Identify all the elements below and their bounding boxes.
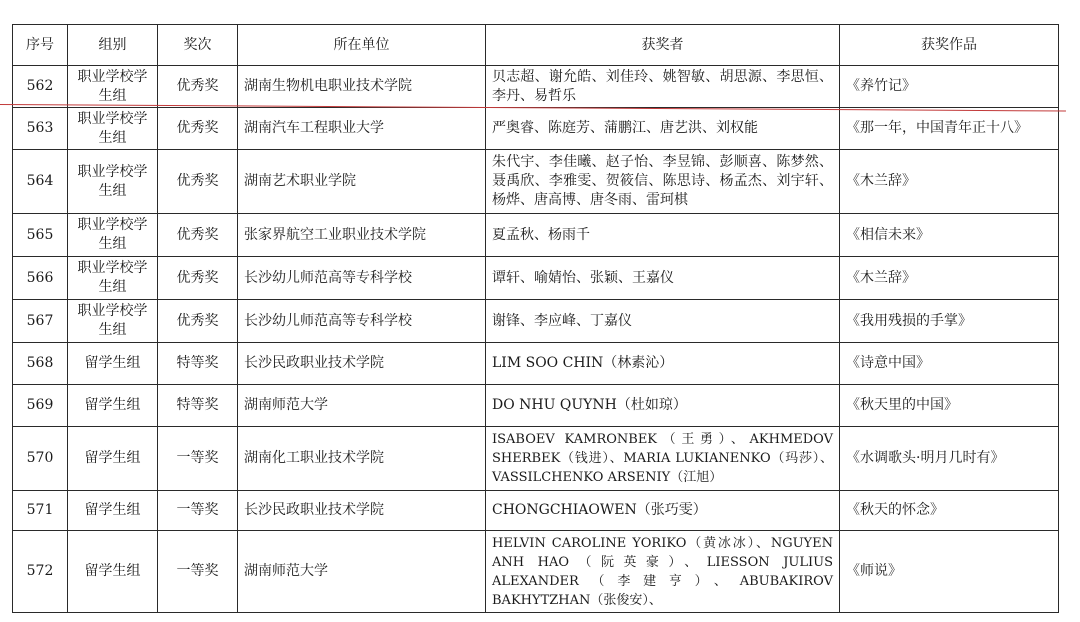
table-row (13, 214, 1059, 257)
row-winners: 谭轩、喻婧怡、张颖、王嘉仪 (486, 257, 840, 300)
table-row (13, 300, 1059, 343)
row-group: 职业学校学生组 (68, 150, 158, 214)
col-header-winners: 获奖者 (486, 25, 840, 66)
row-prize: 优秀奖 (158, 257, 238, 300)
table-row (13, 427, 1059, 491)
row-no: 562 (13, 66, 68, 108)
row-prize: 优秀奖 (158, 214, 238, 257)
row-work: 《木兰辞》 (840, 150, 1059, 214)
table-row (13, 491, 1059, 531)
col-header-unit: 所在单位 (238, 25, 486, 66)
row-group: 职业学校学生组 (68, 66, 158, 108)
row-winners: 朱代宇、李佳曦、赵子怡、李昱锦、彭顺喜、陈梦然、聂禹欣、李雅雯、贺筱信、陈思诗、杨孟杰、刘宇轩、杨烨、唐高博、唐冬雨、雷珂棋 (486, 150, 840, 214)
row-unit: 湖南生物机电职业技术学院 (238, 66, 486, 108)
row-prize: 一等奖 (158, 427, 238, 491)
row-work: 《我用残损的手掌》 (840, 300, 1059, 343)
table-row (13, 150, 1059, 214)
row-winners: HELVIN CAROLINE YORIKO（黄冰冰）、NGUYEN ANH HAO（阮英豪）、LIESSON JULIUS ALEXANDER（李建亨）、ABUBAKIROV BAKHYTZHAN（张俊安）、 (486, 531, 840, 613)
row-unit: 长沙幼儿师范高等专科学校 (238, 300, 486, 343)
row-work: 《秋天里的中国》 (840, 385, 1059, 427)
row-prize: 优秀奖 (158, 66, 238, 108)
table-row (13, 531, 1059, 613)
awards-table (12, 24, 1059, 613)
col-header-prize: 奖次 (158, 25, 238, 66)
row-winners: CHONGCHIAOWEN（张巧雯） (486, 491, 840, 531)
table-row (13, 343, 1059, 385)
row-no: 563 (13, 108, 68, 150)
row-winners: 谢锋、李应峰、丁嘉仪 (486, 300, 840, 343)
col-header-no: 序号 (13, 25, 68, 66)
row-group: 职业学校学生组 (68, 108, 158, 150)
row-work: 《木兰辞》 (840, 257, 1059, 300)
row-unit: 湖南化工职业技术学院 (238, 427, 486, 491)
row-winners: 严奥睿、陈庭芳、蒲鹏江、唐艺洪、刘权能 (486, 108, 840, 150)
table-row (13, 108, 1059, 150)
row-group: 留学生组 (68, 343, 158, 385)
row-prize: 一等奖 (158, 491, 238, 531)
row-winners: 贝志超、谢允皓、刘佳玲、姚智敏、胡思源、李思恒、李丹、易哲乐 (486, 66, 840, 108)
row-unit: 湖南师范大学 (238, 385, 486, 427)
row-group: 留学生组 (68, 427, 158, 491)
row-prize: 优秀奖 (158, 150, 238, 214)
table-row (13, 66, 1059, 108)
row-winners: LIM SOO CHIN（林素沁） (486, 343, 840, 385)
row-work: 《师说》 (840, 531, 1059, 613)
row-no: 566 (13, 257, 68, 300)
row-no: 569 (13, 385, 68, 427)
row-prize: 特等奖 (158, 385, 238, 427)
row-unit: 长沙民政职业技术学院 (238, 343, 486, 385)
row-work: 《水调歌头·明月几时有》 (840, 427, 1059, 491)
row-work: 《相信未来》 (840, 214, 1059, 257)
header-row (13, 25, 1059, 66)
row-group: 职业学校学生组 (68, 257, 158, 300)
row-group: 留学生组 (68, 531, 158, 613)
row-unit: 湖南艺术职业学院 (238, 150, 486, 214)
row-unit: 湖南师范大学 (238, 531, 486, 613)
row-no: 567 (13, 300, 68, 343)
row-unit: 张家界航空工业职业技术学院 (238, 214, 486, 257)
row-unit: 湖南汽车工程职业大学 (238, 108, 486, 150)
row-no: 571 (13, 491, 68, 531)
row-work: 《诗意中国》 (840, 343, 1059, 385)
row-group: 留学生组 (68, 491, 158, 531)
row-prize: 特等奖 (158, 343, 238, 385)
row-no: 565 (13, 214, 68, 257)
row-prize: 一等奖 (158, 531, 238, 613)
row-no: 568 (13, 343, 68, 385)
row-prize: 优秀奖 (158, 300, 238, 343)
row-no: 572 (13, 531, 68, 613)
row-unit: 长沙幼儿师范高等专科学校 (238, 257, 486, 300)
row-winners: 夏孟秋、杨雨千 (486, 214, 840, 257)
row-no: 570 (13, 427, 68, 491)
row-winners: DO NHU QUYNH（杜如琼） (486, 385, 840, 427)
awards-table-sheet (12, 24, 1059, 613)
col-header-group: 组别 (68, 25, 158, 66)
table-row (13, 385, 1059, 427)
row-winners: ISABOEV KAMRONBEK（王勇）、AKHMEDOV SHERBEK（钱进）、MARIA LUKIANENKO（玛莎）、VASSILCHENKO ARSENIY（江旭） (486, 427, 840, 491)
table-row (13, 257, 1059, 300)
row-unit: 长沙民政职业技术学院 (238, 491, 486, 531)
row-group: 职业学校学生组 (68, 214, 158, 257)
row-group: 留学生组 (68, 385, 158, 427)
col-header-work: 获奖作品 (840, 25, 1059, 66)
row-work: 《那一年，中国青年正十八》 (840, 108, 1059, 150)
row-group: 职业学校学生组 (68, 300, 158, 343)
row-no: 564 (13, 150, 68, 214)
row-prize: 优秀奖 (158, 108, 238, 150)
row-work: 《养竹记》 (840, 66, 1059, 108)
row-work: 《秋天的怀念》 (840, 491, 1059, 531)
